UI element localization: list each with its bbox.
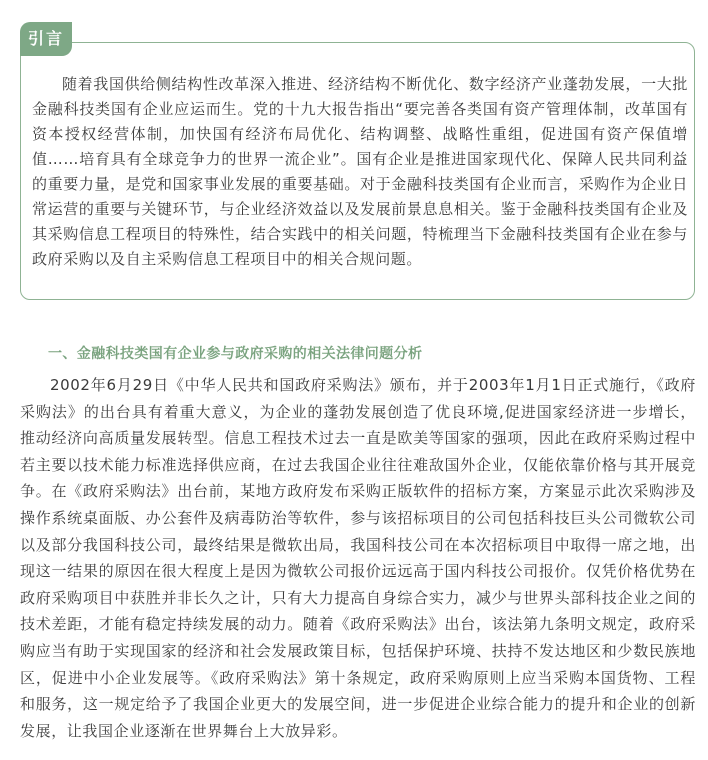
intro-paragraph: 随着我国供给侧结构性改革深入推进、经济结构不断优化、数字经济产业蓬勃发展，一大批金融科技类国有企业应运而生。党的十九大报告指出“要完善各类国有资产管理体制，改革国有资本授权经营体制，加快国有经济布局优化、结构调整、战略性重组，促进国有资产保值增值……培育具有全球竞争力的世界一流企业”。国有企业是推进国家现代化、保障人民共同利益的重要力量，是党和国家事业发展的重要基础。对于金融科技类国有企业而言，采购作为企业日常运营的重要与关键环节，与企业经济效益以及发展前景息息相关。鉴于金融科技类国有企业及其采购信息工程项目的特殊性，结合实践中的相关问题，特梳理当下金融科技类国有企业在参与政府采购以及自主采购信息工程项目中的相关合规问题。 (32, 75, 688, 268)
body-paragraph: 2002年6月29日《中华人民共和国政府采购法》颁布，并于2003年1月1日正式施行，《政府采购法》的出台具有着重大意义，为企业的蓬勃发展创造了优良环境,促进国家经济进一步增长，推动经济向高质量发展转型。信息工程技术过去一直是欧美等国家的强项，因此在政府采购过程中若主要以技术能力标准选择供应商，在过去我国企业往往难敌国外企业，仅能依靠价格与其开展竞争。在《政府采购法》出台前，某地方政府发布采购正版软件的招标方案，方案显示此次采购涉及操作系统桌面版、办公套件及病毒防治等软件，参与该招标项目的公司包括科技巨头公司微软公司以及部分我国科技公司，最终结果是微软出局，我国科技公司在本次招标项目中取得一席之地，出现这一结果的原因在很大程度上是因为微软公司报价远远高于国内科技公司报价。仅凭价格优势在政府采购项目中获胜并非长久之计，只有大力提高自身综合实力，减少与世界头部科技企业之间的技术差距，才能有稳定持续发展的动力。随着《政府采购法》出台，该法第九条明文规定，政府采购应当有助于实现国家的经济和社会发展政策目标，包括保护环境、扶持不发达地区和少数民族地区，促进中小企业发展等。《政府采购法》第十条规定，政府采购原则上应当采购本国货物、工程和服务，这一规定给予了我国企业更大的发展空间，进一步促进企业综合能力的提升和企业的创新发展，让我国企业逐渐在世界舞台上大放异彩。 (20, 376, 696, 740)
intro-tag: 引言 (20, 22, 72, 56)
section-heading: 一、金融科技类国有企业参与政府采购的相关法律问题分析 (48, 346, 423, 362)
